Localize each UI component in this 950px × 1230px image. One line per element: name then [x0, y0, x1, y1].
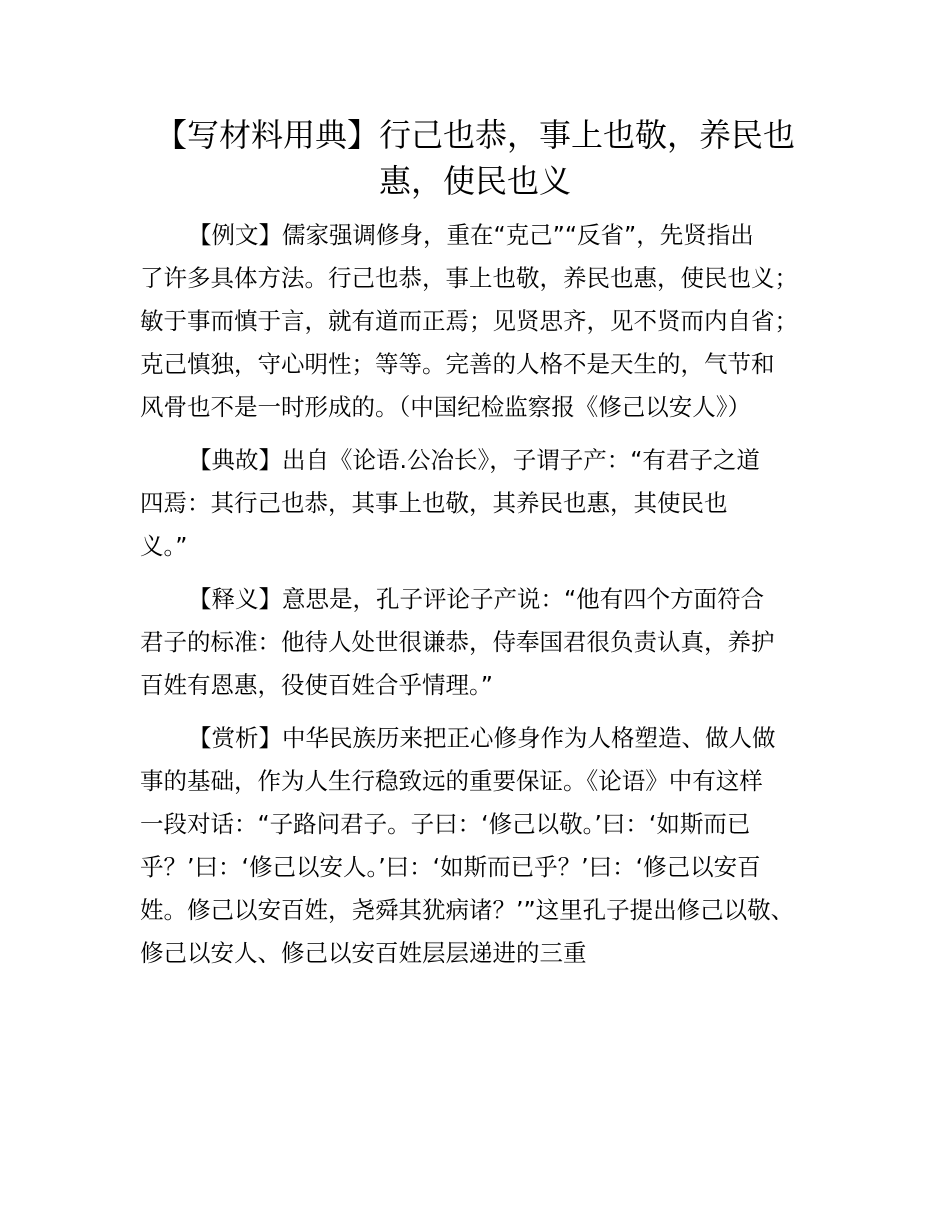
text-line: 敏于事而慎于言，就有道而正焉；见贤思齐，见不贤而内自省；	[140, 307, 798, 335]
text-line: 姓。修己以安百姓，尧舜其犹病诸？’”这里孔子提出修己以敬、	[140, 896, 795, 924]
text-line: 一段对话：“子路问君子。子曰：‘修己以敬。’曰：‘如斯而已	[140, 810, 751, 838]
text-line: 修己以安人、修己以安百姓层层递进的三重	[140, 939, 587, 967]
title-line: 惠，使民也义	[378, 162, 571, 200]
text-line: 风骨也不是一时形成的。（中国纪检监察报《修己以安人》）	[140, 393, 751, 421]
document-body	[140, 214, 830, 985]
text-line: 义。”	[140, 532, 188, 560]
text-line: 百姓有恩惠，役使百姓合乎情理。”	[140, 671, 493, 699]
text-line: 【赏析】中华民族历来把正心修身作为人格塑造、做人做	[188, 724, 776, 752]
paragraph-meaning	[140, 578, 830, 707]
paragraph-allusion	[140, 439, 830, 568]
text-line: 克己慎独，守心明性；等等。完善的人格不是天生的，气节和	[140, 350, 775, 378]
text-line: 【释义】意思是，孔子评论子产说：“他有四个方面符合	[188, 585, 765, 613]
title-line: 【写材料用典】行己也恭，事上也敬，养民也	[154, 116, 795, 154]
text-line: 君子的标准：他待人处世很谦恭，侍奉国君很负责认真，养护	[140, 628, 775, 656]
paragraph-example	[140, 214, 830, 429]
text-line: 四焉：其行己也恭，其事上也敬，其养民也惠，其使民也	[140, 489, 728, 517]
text-line: 乎？’曰：‘修己以安人。’曰：‘如斯而已乎？’曰：‘修己以安百	[140, 853, 761, 881]
text-line: 【典故】出自《论语.公冶长》，子谓子产：“有君子之道	[188, 446, 760, 474]
text-line: 了许多具体方法。行己也恭，事上也敬，养民也惠，使民也义；	[140, 264, 798, 292]
text-line: 事的基础，作为人生行稳致远的重要保证。《论语》中有这样	[140, 767, 763, 795]
paragraph-appreciation	[140, 717, 830, 975]
document-title	[140, 112, 810, 204]
text-line: 【例文】儒家强调修身，重在“克己”“反省”，先贤指出	[188, 221, 754, 249]
